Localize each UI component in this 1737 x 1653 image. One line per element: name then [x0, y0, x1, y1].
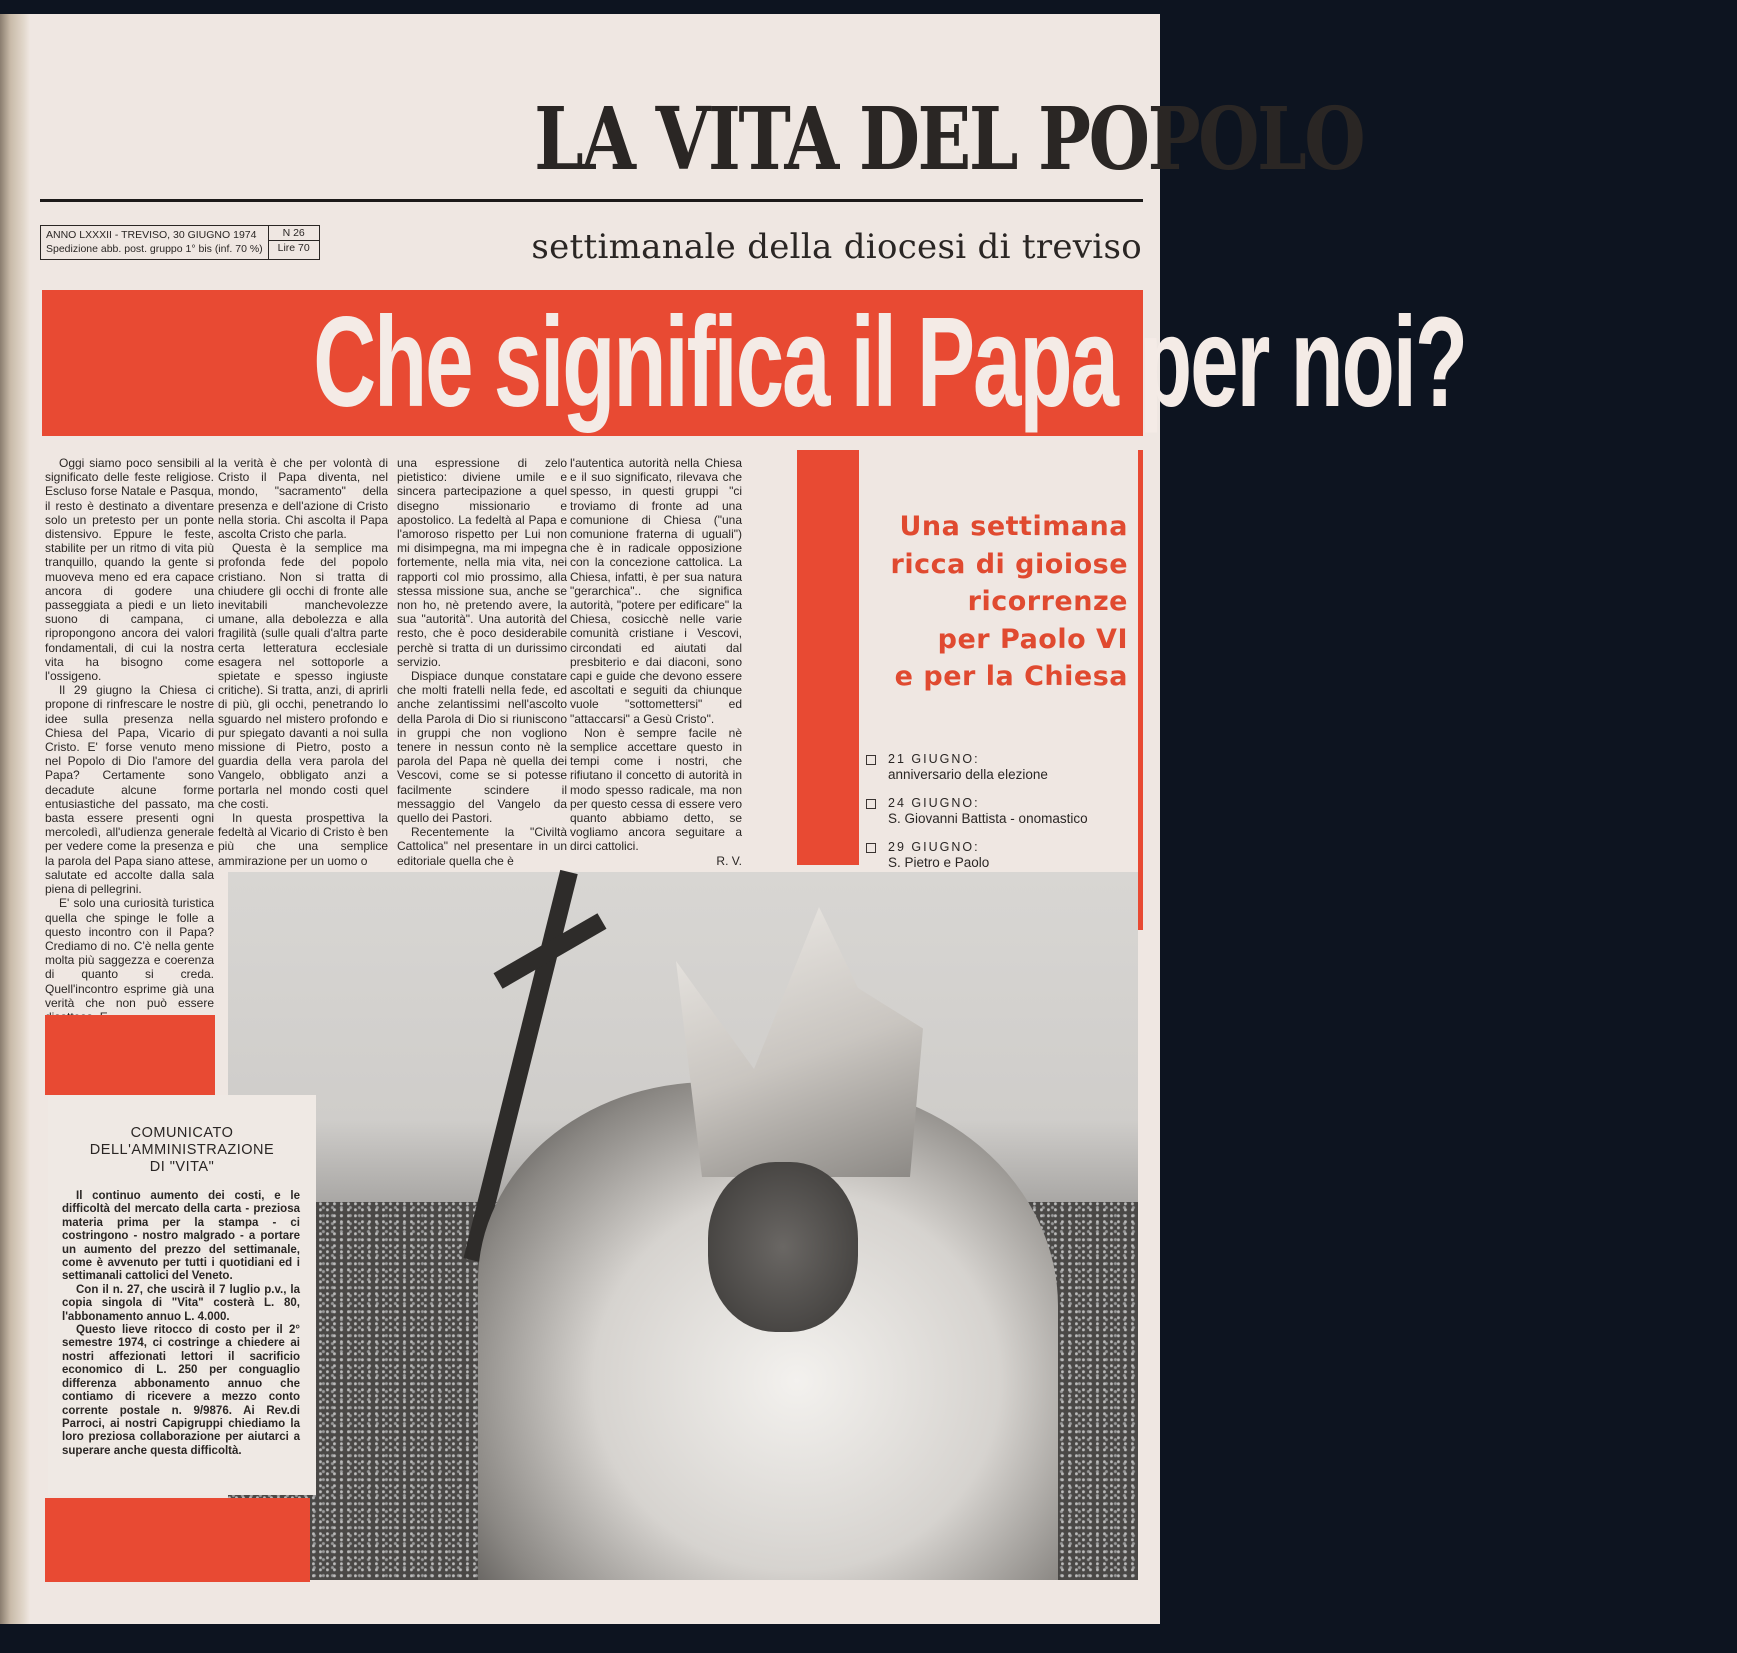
scan-background — [0, 1624, 1169, 1653]
notice-title-line: DELL'AMMINISTRAZIONE — [89, 1142, 275, 1158]
red-accent-block-bottom — [45, 1498, 310, 1582]
notice-paragraph: Il continuo aumento dei costi, e le difficoltà del mercato della carta - preziosa materia prima per la stampa - ci costringono - nostro malgrado - a portare un aumento del prezzo del settimanale, come è avvenuto per tutti i quotidiani ed i settimanali cattolici del Veneto. — [62, 1190, 300, 1283]
mitre-shape — [663, 907, 923, 1177]
sidebar-red-edge — [1138, 450, 1143, 930]
event-description: S. Giovanni Battista - onomastico — [888, 811, 1088, 826]
article-column-4 — [570, 456, 742, 868]
article-paragraph: Dispiace dunque constatare che molti fratelli nella fede, ed anche zelantissimi nell'ascolto della Parola di Dio si riuniscono in gruppi che non vogliono tenere in nessun conto nè la parola del Papa nè quella dei Vescovi, come se si potesse facilmente scindere il messaggio del Vangelo da quello dei Pastori. — [397, 669, 567, 826]
sidebar-title-line: ricca di gioiose — [890, 548, 1128, 580]
sidebar-title-line: Una settimana — [899, 511, 1128, 542]
issue-number: N 26 — [269, 226, 319, 241]
issue-price: Lire 70 — [277, 242, 310, 254]
sidebar-title — [855, 508, 1128, 696]
article-paragraph: una espressione di zelo pietistico: diviene umile e sincera partecipazione a quel disegno missionario e apostolico. La fedeltà al Papa e l'amoroso rispetto per Lui non mi disimpegna, ma mi impegna fortemente, nella mia vita, nei rapporti col mio prossimo, alla stessa missione sua, anche se non ho, nè pretendo avere, la sua "autorità". Una autorità del resto, che è poco desiderabile perchè si tratta di un durissimo servizio. — [397, 456, 567, 669]
checkbox-square-icon — [866, 799, 876, 809]
notice-title — [48, 1125, 316, 1176]
article-paragraph: Questa è la semplice ma profonda fede del popolo cristiano. Non si tratta di chiudere gli occhi di fronte alle inevitabili manchevolezze umane, alla debolezza e alla fragilità (sulle quali d'altra parte certa letteratura ecclesiale esagera nel sottoporle a spietate e spesso ingiuste critiche). Si tratta, anzi, di aprirli di più, gli occhi, penetrando lo sguardo nel mistero profondo e pur spiegato davanti a noi sulla missione di Pietro, posto a guardia della vera parola del Vangelo, obbligato anzi a portarla nel mondo costi quel che costi. — [218, 541, 388, 811]
masthead-rule — [40, 199, 1143, 202]
headline-text: Che significa il Papa per noi? — [313, 291, 1467, 434]
masthead-title: LA VITA DEL POPOLO — [534, 89, 1364, 190]
event-description: anniversario della elezione — [888, 767, 1048, 782]
event-item — [866, 796, 1136, 827]
masthead-subtitle: settimanale della diocesi di treviso — [531, 227, 1142, 267]
checkbox-square-icon — [866, 843, 876, 853]
notice-paragraph: Con il n. 27, che uscirà il 7 luglio p.v., la copia singola di "Vita" costerà L. 80, l'abbonamento annuo L. 4.000. — [62, 1283, 300, 1323]
article-signature: R. V. — [716, 853, 742, 868]
postal-line: Spedizione abb. post. gruppo 1° bis (inf. 70 %) — [46, 243, 263, 255]
sidebar-red-stripe — [797, 450, 859, 865]
event-date: 24 GIUGNO: — [888, 796, 980, 810]
issue-info-text — [41, 226, 269, 259]
article-paragraph: Oggi siamo poco sensibili al significato delle feste religiose. Escluso forse Natale e Pasqua, il resto è destinato a diventare solo un pretesto per un ponte distensivo. Eppure le feste, stabilite per un ritmo di vita più tranquillo, quando la gente si muoveva meno ed era capace ancora di godere una passeggiata a piedi e un lieto suono di campana, ci ripropongono ancora dei valori fondamentali, di cui la nostra vita ha bisogno come l'ossigeno. — [45, 456, 214, 684]
event-date: 21 GIUGNO: — [888, 752, 980, 766]
article-column-1 — [45, 456, 214, 1024]
binding-edge — [0, 14, 30, 1624]
issue-date-line: ANNO LXXXII - TREVISO, 30 GIUGNO 1974 — [46, 229, 257, 241]
checkbox-square-icon — [866, 755, 876, 765]
headline — [42, 290, 1467, 436]
article-paragraph: la verità è che per volontà di Cristo il Papa diventa, nel mondo, "sacramento" della presenza e dell'azione di Cristo nella storia. Chi ascolta il Papa ascolta Cristo che parla. — [218, 456, 388, 542]
article-column-2 — [218, 456, 388, 868]
issue-number-price — [269, 226, 319, 259]
article-paragraph: E' solo una curiosità turistica quella che spinge le folle a questo incontro con il Papa? Crediamo di no. C'è nella gente molta più saggezza e coerenza di quanto si creda. Quell'incontro esprime già una verità che non può essere — [45, 896, 214, 1010]
sidebar-title-line: ricorrenze — [967, 586, 1128, 617]
article-paragraph: Non è sempre facile nè semplice accettare questo in tempi come i nostri, che rifiutano il concetto di autorità in modo spesso radicale, ma non per questo cessa di essere vero quanto abbiamo detto, se vogliamo ancora seguitare a dirci cattolici. — [570, 725, 742, 854]
sidebar-title-line: per Paolo VI — [937, 623, 1128, 655]
article-paragraph: In questa prospettiva la fedeltà al Vicario di Cristo è ben più che una semplice ammirazione per un uomo o — [218, 811, 388, 868]
administration-notice — [48, 1095, 316, 1495]
sidebar-title-line: e per la Chiesa — [894, 661, 1128, 692]
notice-paragraph: Questo lieve ritocco di costo per il 2° semestre 1974, ci costringe a chiedere ai nostri affezionati lettori il sacrificio economico di L. 250 per conguaglio differenza abbonamento annuo che contiamo di ricevere a mezzo conto corrente postale n. 9/9876. Ai Rev.di Parroci, ai nostri Capigruppi chiediamo la loro preziosa collaborazione per aiutarci a superare anche questa difficoltà. — [62, 1324, 300, 1457]
pope-face — [708, 1162, 858, 1332]
event-description: S. Pietro e Paolo — [888, 855, 990, 870]
article-paragraph: l'autentica autorità nella Chiesa e il suo significato, rilevava che spesso, in questi gruppi "ci troviamo di fronte ad una comunione di Chiesa ("una comunione fraterna di uguali") che è in radicale opposizione con la concezione cattolica. La Chiesa, infatti, è per sua natura "gerarchica".. che significa autorità, "potere per edificare" la Chiesa, cosicchè nelle varie comunità cristiane i Vescovi, circondati ed aiutati dal presbiterio e dai diaconi, sono capi e guide che devono essere ascoltati e seguiti da chiunque vuole "sottomettersi" ed "attaccarsi" a Gesù Cristo". — [570, 456, 742, 726]
event-item — [866, 752, 1136, 783]
red-accent-block — [45, 1015, 215, 1095]
pope-photo — [228, 872, 1138, 1580]
article-column-3 — [397, 456, 567, 868]
issue-info-box — [40, 225, 320, 260]
notice-body — [62, 1190, 300, 1458]
notice-title-line: COMUNICATO — [130, 1125, 234, 1141]
article-paragraph: Il 29 giugno la Chiesa ci propone di rinfrescare le nostre idee sulla presenza nella Chiesa del Papa, Vicario di Cristo. E' forse venuto meno nel Popolo di Dio l'amore del Papa? Certamente sono decadute alcune forme entusiastiche del passato, ma basta essere presenti ogni mercoledì, all'udienza generale per vedere come la presenza e la parola del Papa siano attese, salutate ed accolte dalla sala piena di pellegrini. — [45, 683, 214, 897]
event-date: 29 GIUGNO: — [888, 840, 980, 854]
article-paragraph: Recentemente la "Civiltà Cattolica" nel presentare in un editoriale quella che è — [397, 825, 567, 868]
notice-title-line: DI "VITA" — [149, 1159, 215, 1175]
